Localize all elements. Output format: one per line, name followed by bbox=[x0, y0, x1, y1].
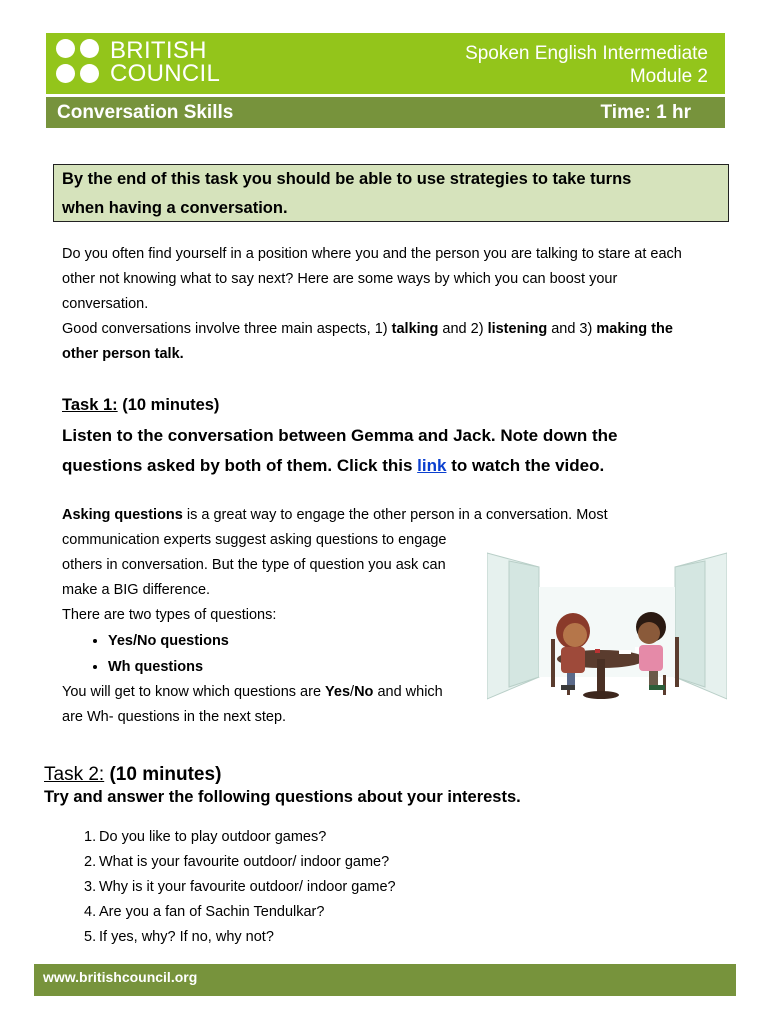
asking-line-4: make a BIG difference. bbox=[62, 582, 211, 598]
intro-line: other not knowing what to say next? Here are some ways by which you can boost your bbox=[62, 271, 618, 287]
question-text: Why is it your favourite outdoor/ indoor game? bbox=[99, 879, 396, 895]
topic-title: Conversation Skills bbox=[57, 102, 234, 123]
bold-yes: Yes bbox=[325, 684, 351, 700]
task2-instruction: Try and answer the following questions about your interests. bbox=[44, 788, 521, 806]
list-item: • Wh questions bbox=[108, 654, 662, 680]
bold-making: making the bbox=[596, 321, 673, 337]
footer-url[interactable]: www.britishcouncil.org bbox=[43, 969, 198, 985]
intro-line: conversation. bbox=[62, 296, 149, 312]
text-run: to watch the video. bbox=[446, 456, 605, 475]
task1-instruction-line-1: Listen to the conversation between Gemma and Jack. Note down the bbox=[62, 426, 618, 445]
logo-dot-icon bbox=[56, 39, 75, 58]
british-council-logo bbox=[56, 39, 226, 87]
question-number: 4. bbox=[84, 904, 97, 920]
question-text: Do you like to play outdoor games? bbox=[99, 829, 327, 845]
question-number: 3. bbox=[84, 879, 97, 895]
objective-line-1: By the end of this task you should be able to use strategies to take turns bbox=[62, 170, 632, 188]
logo-line-1: BRITISH bbox=[110, 37, 207, 64]
intro-aspects-line-2 bbox=[62, 342, 732, 367]
objective-box bbox=[53, 164, 729, 222]
topic-bar bbox=[46, 97, 725, 128]
asking-line-5: There are two types of questions: bbox=[62, 607, 277, 623]
conversation-illustration-icon bbox=[487, 549, 727, 704]
bold-talking: talking bbox=[391, 321, 439, 337]
logo-wordmark bbox=[110, 39, 220, 85]
text-run: and which bbox=[373, 684, 443, 700]
intro-aspects-line bbox=[62, 317, 732, 342]
text-run: and 3) bbox=[547, 321, 597, 337]
asking-end-line-2: are Wh- questions in the next step. bbox=[62, 709, 287, 725]
time-label: Time: 1 hr bbox=[600, 102, 691, 123]
text-run: is a great way to engage the other person in a conversation. Most bbox=[182, 507, 608, 523]
task1-heading bbox=[62, 393, 219, 418]
list-item bbox=[84, 925, 396, 950]
task2-duration: (10 minutes) bbox=[104, 764, 222, 785]
asking-line-2: communication experts suggest asking questions to engage bbox=[62, 532, 447, 548]
text-run: and 2) bbox=[438, 321, 488, 337]
asking-line-3: others in conversation. But the type of question you ask can bbox=[62, 557, 446, 573]
intro-text bbox=[62, 242, 732, 367]
text-run: Good conversations involve three main aspects, 1) bbox=[62, 321, 392, 337]
question-number: 5. bbox=[84, 929, 97, 945]
task1-instruction bbox=[62, 421, 722, 481]
question-number: 2. bbox=[84, 854, 97, 870]
list-item bbox=[84, 875, 396, 900]
question-text: Are you a fan of Sachin Tendulkar? bbox=[99, 904, 325, 920]
bold-other-person: other person talk. bbox=[62, 346, 184, 362]
course-title bbox=[465, 42, 708, 88]
list-item bbox=[84, 850, 396, 875]
task1-instruction-line-2 bbox=[62, 451, 722, 481]
asking-lead: Asking questions bbox=[62, 507, 183, 523]
task1-duration: (10 minutes) bbox=[117, 396, 220, 414]
intro-line: Do you often find yourself in a position where you and the person you are talking to stare at each bbox=[62, 246, 682, 262]
bold-no: No bbox=[354, 684, 374, 700]
logo-line-2: COUNCIL bbox=[110, 60, 221, 87]
question-number: 1. bbox=[84, 829, 97, 845]
logo-dot-icon bbox=[56, 64, 75, 83]
task1-label: Task 1: bbox=[62, 396, 118, 414]
list-item: • Yes/No questions bbox=[108, 628, 662, 654]
text-run: You will get to know which questions are bbox=[62, 684, 326, 700]
text-run: questions asked by both of them. Click this bbox=[62, 456, 418, 475]
logo-dot-icon bbox=[80, 39, 99, 58]
task2-label: Task 2: bbox=[44, 764, 105, 785]
question-text: What is your favourite outdoor/ indoor game? bbox=[99, 854, 390, 870]
video-link[interactable]: link bbox=[417, 456, 447, 475]
asking-line-1 bbox=[62, 503, 662, 528]
list-item bbox=[84, 825, 396, 850]
list-item bbox=[84, 900, 396, 925]
footer-bar bbox=[34, 964, 736, 996]
logo-dot-icon bbox=[80, 64, 99, 83]
task2-heading bbox=[44, 763, 221, 787]
module-number: Module 2 bbox=[629, 66, 708, 87]
bold-listening: listening bbox=[487, 321, 548, 337]
course-name: Spoken English Intermediate bbox=[465, 43, 708, 64]
question-text: If yes, why? If no, why not? bbox=[99, 929, 274, 945]
interest-questions-list bbox=[84, 825, 396, 950]
text-run: / bbox=[350, 684, 355, 700]
objective-line-2: when having a conversation. bbox=[62, 199, 288, 217]
